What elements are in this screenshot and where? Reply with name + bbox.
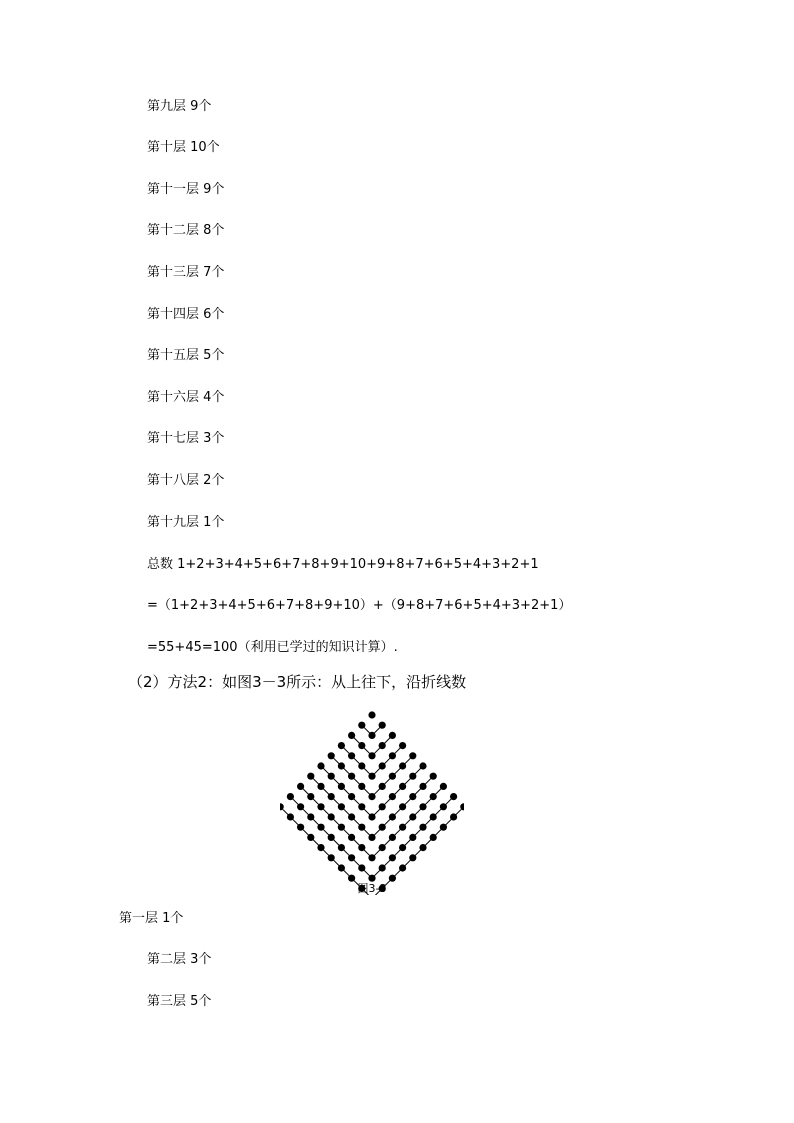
line-1: 第九层 9个 <box>147 99 212 114</box>
dot <box>358 824 365 831</box>
dot <box>307 793 314 800</box>
dot <box>379 762 386 769</box>
dot <box>409 793 416 800</box>
dot <box>399 742 406 749</box>
dot <box>338 844 345 851</box>
dot <box>328 813 335 820</box>
dot <box>328 773 335 780</box>
dot <box>440 803 447 810</box>
dot <box>317 824 324 831</box>
dot <box>287 813 294 820</box>
dot <box>419 844 426 851</box>
dot <box>419 783 426 790</box>
dot <box>389 813 396 820</box>
dot <box>338 864 345 871</box>
dot <box>338 824 345 831</box>
line-7: 第十五层 5个 <box>147 348 225 363</box>
dot <box>297 803 304 810</box>
dot <box>399 844 406 851</box>
dot <box>379 803 386 810</box>
fold-line <box>341 746 402 777</box>
dot <box>317 783 324 790</box>
dot <box>368 773 375 780</box>
dot <box>348 752 355 759</box>
dot <box>368 834 375 841</box>
dot <box>409 854 416 861</box>
dot <box>358 762 365 769</box>
after-line-2: 第二层 3个 <box>147 952 212 967</box>
dot <box>409 773 416 780</box>
after-line-1: 第一层 1个 <box>119 911 184 926</box>
dot <box>399 762 406 769</box>
dot <box>307 813 314 820</box>
dot <box>419 762 426 769</box>
dot <box>317 844 324 851</box>
line-8: 第十六层 4个 <box>147 390 225 405</box>
dot <box>389 773 396 780</box>
line-11: 第十九层 1个 <box>147 515 225 530</box>
dot <box>379 783 386 790</box>
dot <box>440 783 447 790</box>
dot <box>368 711 375 718</box>
dot <box>409 752 416 759</box>
dot <box>317 803 324 810</box>
dot <box>328 752 335 759</box>
line-3: 第十一层 9个 <box>147 182 225 197</box>
dot <box>358 803 365 810</box>
line-grouping: =（1+2+3+4+5+6+7+8+9+10）+（9+8+7+6+5+4+3+2+1） <box>147 598 572 613</box>
dot <box>450 793 457 800</box>
dot <box>358 864 365 871</box>
dot <box>389 834 396 841</box>
dot <box>419 803 426 810</box>
dot <box>307 773 314 780</box>
line-10: 第十八层 2个 <box>147 473 225 488</box>
dot <box>368 854 375 861</box>
line-total: 总数 1+2+3+4+5+6+7+8+9+10+9+8+7+6+5+4+3+2+1 <box>147 557 539 572</box>
dot <box>287 793 294 800</box>
dot <box>348 813 355 820</box>
dot <box>440 824 447 831</box>
dot <box>368 732 375 739</box>
dot <box>379 824 386 831</box>
dot <box>389 793 396 800</box>
dot <box>419 824 426 831</box>
dot <box>348 854 355 861</box>
dot <box>409 834 416 841</box>
dot <box>399 824 406 831</box>
dot <box>379 722 386 729</box>
dot <box>358 742 365 749</box>
dot <box>328 834 335 841</box>
dot <box>389 875 396 882</box>
dot <box>297 783 304 790</box>
dot <box>358 844 365 851</box>
dot <box>399 803 406 810</box>
method-heading: （2）方法2：如图3－3所示：从上往下，沿折线数 <box>128 673 467 691</box>
dot <box>307 834 314 841</box>
dot <box>368 752 375 759</box>
line-6: 第十四层 6个 <box>147 307 225 322</box>
dot <box>379 864 386 871</box>
dot <box>338 803 345 810</box>
line-4: 第十二层 8个 <box>147 223 225 238</box>
line-9: 第十七层 3个 <box>147 431 225 446</box>
dot <box>399 783 406 790</box>
dot <box>409 813 416 820</box>
dot <box>379 742 386 749</box>
dot <box>348 732 355 739</box>
dot <box>348 793 355 800</box>
dot <box>338 742 345 749</box>
figure-3-3 <box>280 705 464 895</box>
dot <box>368 793 375 800</box>
dot <box>297 824 304 831</box>
dot <box>368 813 375 820</box>
dot <box>430 813 437 820</box>
dot <box>430 793 437 800</box>
dot <box>430 773 437 780</box>
dot <box>379 844 386 851</box>
line-2: 第十层 10个 <box>147 140 220 155</box>
dot <box>389 732 396 739</box>
dot-diamond-diagram <box>280 705 464 895</box>
line-5: 第十三层 7个 <box>147 265 225 280</box>
dot <box>430 834 437 841</box>
dot <box>368 875 375 882</box>
dot <box>328 793 335 800</box>
dot <box>348 834 355 841</box>
dot <box>389 854 396 861</box>
dot <box>399 864 406 871</box>
dot <box>338 783 345 790</box>
figure-caption: 图3-3 <box>357 882 387 895</box>
fold-line <box>311 776 433 837</box>
dot <box>450 813 457 820</box>
dot <box>348 875 355 882</box>
dot <box>389 752 396 759</box>
dot <box>358 783 365 790</box>
dot <box>338 762 345 769</box>
dot <box>317 762 324 769</box>
line-result: =55+45=100（利用已学过的知识计算）. <box>147 640 398 655</box>
dot <box>348 773 355 780</box>
dot <box>358 722 365 729</box>
after-line-3: 第三层 5个 <box>147 994 212 1009</box>
dot <box>328 854 335 861</box>
